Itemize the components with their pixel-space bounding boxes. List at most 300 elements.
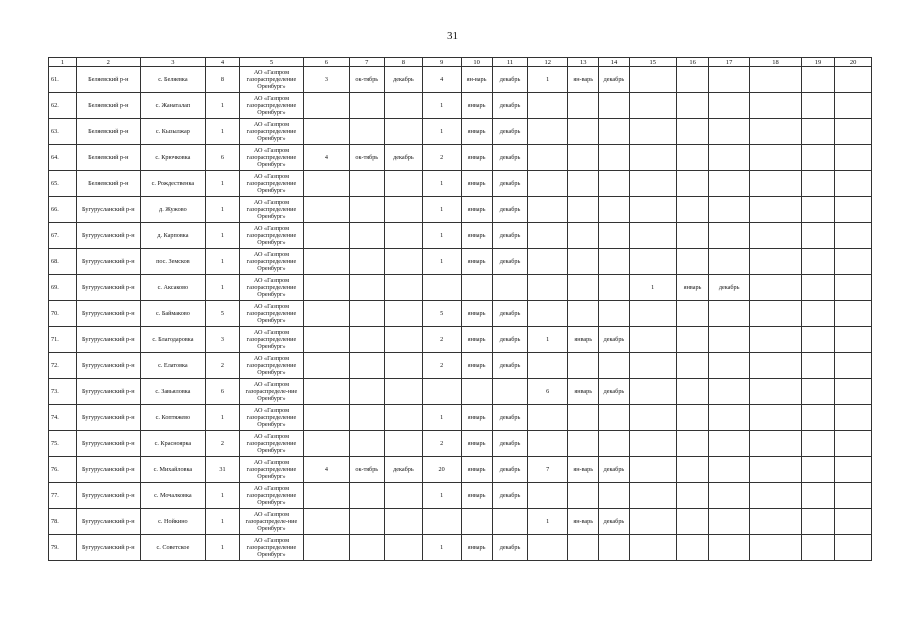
col-9-cell: 1 <box>422 119 461 145</box>
district-cell: Беляевский р-н <box>77 93 141 119</box>
col-15-cell <box>629 67 676 93</box>
col-16-cell <box>676 457 708 483</box>
col-16-cell <box>676 145 708 171</box>
table-row <box>49 431 872 457</box>
locality-cell: с. Коптяжево <box>140 405 206 431</box>
table-row <box>49 67 872 93</box>
col-10-cell: январь <box>461 93 492 119</box>
count-cell: 1 <box>206 171 239 197</box>
col-14-cell <box>599 431 629 457</box>
district-cell: Беляевский р-н <box>77 171 141 197</box>
col-6-cell <box>304 353 349 379</box>
col-11-cell: декабрь <box>492 119 528 145</box>
col-7-cell <box>349 301 385 327</box>
col-6-cell <box>304 301 349 327</box>
col-8-cell <box>385 327 423 353</box>
row-number: 75. <box>49 431 77 457</box>
col-6-cell <box>304 171 349 197</box>
column-number: 19 <box>801 58 834 67</box>
row-number: 71. <box>49 327 77 353</box>
col-10-cell: ян-варь <box>461 67 492 93</box>
col-11-cell: декабрь <box>492 483 528 509</box>
district-cell: Бугурусланский р-н <box>77 197 141 223</box>
locality-cell: с. Благодаровка <box>140 327 206 353</box>
table-body <box>49 58 872 561</box>
col-18-cell <box>750 509 802 535</box>
col-17-cell: декабрь <box>709 275 750 301</box>
col-9-cell <box>422 275 461 301</box>
col-18-cell <box>750 197 802 223</box>
column-number: 14 <box>599 58 629 67</box>
col-20-cell <box>835 431 872 457</box>
col-17-cell <box>709 379 750 405</box>
district-cell: Бугурусланский р-н <box>77 379 141 405</box>
col-12-cell <box>528 93 568 119</box>
count-cell: 1 <box>206 535 239 561</box>
col-12-cell <box>528 249 568 275</box>
col-7-cell <box>349 327 385 353</box>
col-14-cell <box>599 275 629 301</box>
table-row <box>49 379 872 405</box>
organization-cell: АО «Газпром газораспределение Оренбург» <box>239 275 304 301</box>
col-19-cell <box>801 457 834 483</box>
district-cell: Бугурусланский р-н <box>77 509 141 535</box>
col-6-cell <box>304 119 349 145</box>
row-number: 77. <box>49 483 77 509</box>
col-18-cell <box>750 327 802 353</box>
col-17-cell <box>709 301 750 327</box>
col-9-cell: 2 <box>422 431 461 457</box>
col-13-cell <box>568 353 599 379</box>
col-7-cell <box>349 93 385 119</box>
schedule-table <box>48 57 872 561</box>
col-15-cell <box>629 379 676 405</box>
row-number: 62. <box>49 93 77 119</box>
col-19-cell <box>801 249 834 275</box>
row-number: 67. <box>49 223 77 249</box>
col-17-cell <box>709 327 750 353</box>
col-20-cell <box>835 535 872 561</box>
col-19-cell <box>801 301 834 327</box>
col-17-cell <box>709 223 750 249</box>
col-19-cell <box>801 119 834 145</box>
table-row <box>49 171 872 197</box>
col-6-cell <box>304 483 349 509</box>
col-18-cell <box>750 119 802 145</box>
col-6-cell <box>304 509 349 535</box>
locality-cell: с. Мочалковка <box>140 483 206 509</box>
col-11-cell: декабрь <box>492 405 528 431</box>
district-cell: Бугурусланский р-н <box>77 535 141 561</box>
count-cell: 3 <box>206 327 239 353</box>
col-15-cell <box>629 119 676 145</box>
locality-cell: с. Кызылжар <box>140 119 206 145</box>
column-number: 7 <box>349 58 385 67</box>
count-cell: 1 <box>206 197 239 223</box>
col-6-cell <box>304 275 349 301</box>
district-cell: Бугурусланский р-н <box>77 431 141 457</box>
row-number: 63. <box>49 119 77 145</box>
row-number: 73. <box>49 379 77 405</box>
col-15-cell <box>629 249 676 275</box>
col-19-cell <box>801 223 834 249</box>
col-13-cell <box>568 119 599 145</box>
col-11-cell: декабрь <box>492 249 528 275</box>
table-row <box>49 197 872 223</box>
locality-cell: с. Елатовка <box>140 353 206 379</box>
col-10-cell: январь <box>461 431 492 457</box>
col-14-cell: декабрь <box>599 67 629 93</box>
col-14-cell <box>599 405 629 431</box>
table-row <box>49 93 872 119</box>
col-13-cell <box>568 145 599 171</box>
col-15-cell: 1 <box>629 275 676 301</box>
column-number: 13 <box>568 58 599 67</box>
col-7-cell: ок-тябрь <box>349 67 385 93</box>
col-11-cell: декабрь <box>492 301 528 327</box>
organization-cell: АО «Газпром газораспределение Оренбург» <box>239 67 304 93</box>
column-number: 2 <box>77 58 141 67</box>
col-14-cell <box>599 119 629 145</box>
col-20-cell <box>835 93 872 119</box>
col-19-cell <box>801 275 834 301</box>
col-20-cell <box>835 327 872 353</box>
col-20-cell <box>835 145 872 171</box>
col-20-cell <box>835 379 872 405</box>
table-row <box>49 535 872 561</box>
col-9-cell: 1 <box>422 197 461 223</box>
col-8-cell: декабрь <box>385 145 423 171</box>
col-20-cell <box>835 249 872 275</box>
table-row <box>49 327 872 353</box>
col-19-cell <box>801 145 834 171</box>
col-14-cell <box>599 145 629 171</box>
col-16-cell <box>676 249 708 275</box>
col-12-cell <box>528 145 568 171</box>
col-11-cell: декабрь <box>492 171 528 197</box>
col-10-cell: январь <box>461 457 492 483</box>
col-17-cell <box>709 457 750 483</box>
row-number: 65. <box>49 171 77 197</box>
district-cell: Бугурусланский р-н <box>77 301 141 327</box>
col-17-cell <box>709 67 750 93</box>
column-number-row <box>49 58 872 67</box>
col-10-cell: январь <box>461 483 492 509</box>
col-12-cell <box>528 119 568 145</box>
col-6-cell <box>304 93 349 119</box>
col-6-cell <box>304 431 349 457</box>
col-7-cell <box>349 249 385 275</box>
col-11-cell <box>492 275 528 301</box>
col-18-cell <box>750 67 802 93</box>
column-number: 15 <box>629 58 676 67</box>
col-16-cell <box>676 353 708 379</box>
table-row <box>49 509 872 535</box>
col-12-cell: 7 <box>528 457 568 483</box>
col-18-cell <box>750 275 802 301</box>
col-14-cell <box>599 197 629 223</box>
column-number: 20 <box>835 58 872 67</box>
col-17-cell <box>709 145 750 171</box>
col-8-cell <box>385 119 423 145</box>
col-13-cell <box>568 93 599 119</box>
col-12-cell <box>528 431 568 457</box>
col-11-cell: декабрь <box>492 457 528 483</box>
table-row <box>49 145 872 171</box>
count-cell: 1 <box>206 483 239 509</box>
count-cell: 2 <box>206 353 239 379</box>
col-14-cell: декабрь <box>599 327 629 353</box>
table-row <box>49 119 872 145</box>
col-9-cell <box>422 379 461 405</box>
col-16-cell <box>676 197 708 223</box>
column-number: 6 <box>304 58 349 67</box>
col-19-cell <box>801 197 834 223</box>
table-row <box>49 223 872 249</box>
locality-cell: с. Советское <box>140 535 206 561</box>
col-16-cell <box>676 509 708 535</box>
col-13-cell: январь <box>568 327 599 353</box>
col-15-cell <box>629 93 676 119</box>
row-number: 68. <box>49 249 77 275</box>
col-20-cell <box>835 275 872 301</box>
col-20-cell <box>835 119 872 145</box>
organization-cell: АО «Газпром газораспределение Оренбург» <box>239 119 304 145</box>
col-10-cell: январь <box>461 353 492 379</box>
table-row <box>49 249 872 275</box>
col-8-cell <box>385 249 423 275</box>
column-number: 8 <box>385 58 423 67</box>
col-16-cell <box>676 327 708 353</box>
col-11-cell: декабрь <box>492 67 528 93</box>
col-18-cell <box>750 405 802 431</box>
count-cell: 31 <box>206 457 239 483</box>
organization-cell: АО «Газпром газораспределение Оренбург» <box>239 457 304 483</box>
col-13-cell <box>568 483 599 509</box>
col-10-cell: январь <box>461 535 492 561</box>
col-16-cell <box>676 67 708 93</box>
col-18-cell <box>750 483 802 509</box>
count-cell: 1 <box>206 405 239 431</box>
organization-cell: АО «Газпром газораспределение Оренбург» <box>239 483 304 509</box>
count-cell: 8 <box>206 67 239 93</box>
col-17-cell <box>709 483 750 509</box>
col-8-cell <box>385 483 423 509</box>
col-14-cell: декабрь <box>599 509 629 535</box>
col-10-cell: январь <box>461 249 492 275</box>
col-17-cell <box>709 119 750 145</box>
col-19-cell <box>801 509 834 535</box>
organization-cell: АО «Газпром газораспределение Оренбург» <box>239 431 304 457</box>
district-cell: Бугурусланский р-н <box>77 249 141 275</box>
col-15-cell <box>629 483 676 509</box>
col-7-cell <box>349 405 385 431</box>
col-18-cell <box>750 431 802 457</box>
row-number: 78. <box>49 509 77 535</box>
col-19-cell <box>801 67 834 93</box>
col-8-cell <box>385 509 423 535</box>
col-6-cell: 3 <box>304 67 349 93</box>
col-12-cell <box>528 405 568 431</box>
column-number: 16 <box>676 58 708 67</box>
col-8-cell <box>385 197 423 223</box>
col-8-cell <box>385 379 423 405</box>
col-8-cell <box>385 353 423 379</box>
row-number: 66. <box>49 197 77 223</box>
district-cell: Бугурусланский р-н <box>77 353 141 379</box>
col-16-cell <box>676 431 708 457</box>
col-13-cell <box>568 301 599 327</box>
col-9-cell: 1 <box>422 405 461 431</box>
col-8-cell <box>385 171 423 197</box>
col-8-cell: декабрь <box>385 67 423 93</box>
organization-cell: АО «Газпром газораспределение Оренбург» <box>239 249 304 275</box>
col-18-cell <box>750 379 802 405</box>
col-6-cell <box>304 405 349 431</box>
col-15-cell <box>629 509 676 535</box>
col-13-cell: январь <box>568 379 599 405</box>
col-20-cell <box>835 405 872 431</box>
col-12-cell <box>528 275 568 301</box>
col-13-cell <box>568 249 599 275</box>
col-7-cell <box>349 197 385 223</box>
column-number: 1 <box>49 58 77 67</box>
col-10-cell: январь <box>461 405 492 431</box>
col-8-cell <box>385 275 423 301</box>
col-6-cell <box>304 249 349 275</box>
col-13-cell <box>568 223 599 249</box>
col-18-cell <box>750 171 802 197</box>
organization-cell: АО «Газпром газораспределение Оренбург» <box>239 353 304 379</box>
col-6-cell <box>304 223 349 249</box>
count-cell: 2 <box>206 431 239 457</box>
column-number: 18 <box>750 58 802 67</box>
col-9-cell: 20 <box>422 457 461 483</box>
col-14-cell <box>599 483 629 509</box>
col-20-cell <box>835 171 872 197</box>
column-number: 4 <box>206 58 239 67</box>
col-13-cell: ян-варь <box>568 509 599 535</box>
count-cell: 1 <box>206 119 239 145</box>
col-12-cell: 6 <box>528 379 568 405</box>
district-cell: Бугурусланский р-н <box>77 223 141 249</box>
col-20-cell <box>835 67 872 93</box>
count-cell: 1 <box>206 93 239 119</box>
col-11-cell: декабрь <box>492 145 528 171</box>
col-6-cell: 4 <box>304 457 349 483</box>
locality-cell: с. Баймаково <box>140 301 206 327</box>
count-cell: 6 <box>206 379 239 405</box>
col-15-cell <box>629 197 676 223</box>
col-9-cell: 2 <box>422 353 461 379</box>
col-12-cell <box>528 535 568 561</box>
col-18-cell <box>750 93 802 119</box>
col-14-cell <box>599 353 629 379</box>
row-number: 74. <box>49 405 77 431</box>
col-16-cell <box>676 483 708 509</box>
col-10-cell <box>461 379 492 405</box>
col-9-cell: 2 <box>422 145 461 171</box>
col-9-cell: 4 <box>422 67 461 93</box>
col-12-cell <box>528 301 568 327</box>
district-cell: Бугурусланский р-н <box>77 327 141 353</box>
col-11-cell: декабрь <box>492 197 528 223</box>
col-15-cell <box>629 171 676 197</box>
col-9-cell: 1 <box>422 223 461 249</box>
col-12-cell: 1 <box>528 327 568 353</box>
col-16-cell <box>676 223 708 249</box>
organization-cell: АО «Газпром газораспределение Оренбург» <box>239 535 304 561</box>
col-13-cell <box>568 535 599 561</box>
col-13-cell <box>568 275 599 301</box>
table-row <box>49 353 872 379</box>
count-cell: 1 <box>206 223 239 249</box>
col-18-cell <box>750 301 802 327</box>
count-cell: 1 <box>206 249 239 275</box>
col-14-cell <box>599 301 629 327</box>
col-11-cell: декабрь <box>492 327 528 353</box>
col-12-cell: 1 <box>528 67 568 93</box>
locality-cell: с. Нойкино <box>140 509 206 535</box>
col-17-cell <box>709 509 750 535</box>
col-14-cell <box>599 171 629 197</box>
col-7-cell: ок-тябрь <box>349 457 385 483</box>
count-cell: 1 <box>206 275 239 301</box>
col-19-cell <box>801 379 834 405</box>
locality-cell: д. Жужово <box>140 197 206 223</box>
district-cell: Бугурусланский р-н <box>77 457 141 483</box>
col-6-cell <box>304 197 349 223</box>
col-6-cell <box>304 379 349 405</box>
col-17-cell <box>709 431 750 457</box>
locality-cell: пос. Земсков <box>140 249 206 275</box>
col-9-cell: 1 <box>422 171 461 197</box>
col-17-cell <box>709 353 750 379</box>
col-10-cell: январь <box>461 145 492 171</box>
col-17-cell <box>709 197 750 223</box>
col-20-cell <box>835 509 872 535</box>
col-14-cell <box>599 249 629 275</box>
col-19-cell <box>801 535 834 561</box>
col-16-cell <box>676 119 708 145</box>
col-9-cell: 2 <box>422 327 461 353</box>
col-13-cell: ян-варь <box>568 457 599 483</box>
col-18-cell <box>750 249 802 275</box>
page-number: 31 <box>447 30 458 42</box>
locality-cell: с. Крючковка <box>140 145 206 171</box>
col-16-cell <box>676 171 708 197</box>
col-9-cell: 5 <box>422 301 461 327</box>
col-18-cell <box>750 535 802 561</box>
organization-cell: АО «Газпром газораспределение Оренбург» <box>239 405 304 431</box>
col-14-cell: декабрь <box>599 457 629 483</box>
col-14-cell <box>599 223 629 249</box>
col-7-cell <box>349 431 385 457</box>
col-15-cell <box>629 145 676 171</box>
table-row <box>49 301 872 327</box>
col-14-cell: декабрь <box>599 379 629 405</box>
col-11-cell: декабрь <box>492 353 528 379</box>
count-cell: 1 <box>206 509 239 535</box>
col-19-cell <box>801 483 834 509</box>
col-10-cell: январь <box>461 197 492 223</box>
table-row <box>49 275 872 301</box>
col-19-cell <box>801 431 834 457</box>
col-8-cell: декабрь <box>385 457 423 483</box>
col-18-cell <box>750 223 802 249</box>
col-18-cell <box>750 457 802 483</box>
col-8-cell <box>385 535 423 561</box>
